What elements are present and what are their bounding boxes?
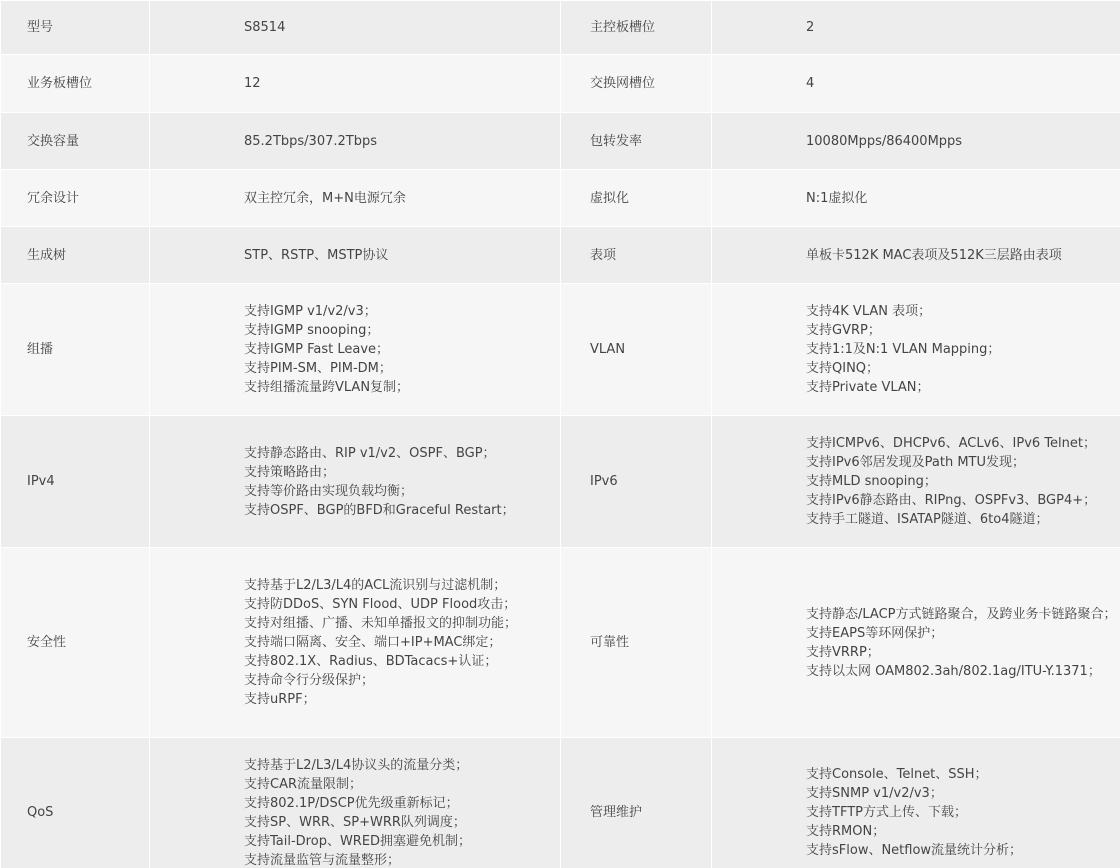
value-line: 支持802.1X、Radius、BDTacacs+认证； bbox=[244, 654, 498, 669]
value-line: 支持Tail-Drop、WRED拥塞避免机制； bbox=[244, 833, 472, 849]
value-line: 支持命令行分级保护； bbox=[244, 673, 375, 688]
value-line: 支持IGMP Fast Leave； bbox=[244, 342, 390, 357]
value-line: 支持ICMPv6、DHCPv6、ACLv6、IPv6 Telnet； bbox=[806, 436, 1096, 451]
value-line: 单板卡512K MAC表项及512K三层路由表项 bbox=[806, 247, 1062, 263]
spec-label: 主控板槽位 bbox=[561, 1, 712, 55]
value-line: 支持VRRP； bbox=[806, 644, 880, 660]
value-line: 支持802.1P/DSCP优先级重新标记； bbox=[244, 795, 459, 811]
value-line: 支持QINQ； bbox=[806, 361, 880, 376]
table-row bbox=[1, 738, 1120, 868]
table-row bbox=[1, 113, 1120, 170]
spec-label: 可靠性 bbox=[561, 548, 712, 738]
value-line: 支持基于L2/L3/L4协议头的流量分类； bbox=[244, 757, 469, 773]
spec-value bbox=[712, 113, 1120, 170]
value-line: 支持端口隔离、安全、端口+IP+MAC绑定； bbox=[244, 635, 502, 650]
table-row bbox=[1, 55, 1120, 113]
value-line: 支持OSPF、BGP的BFD和Graceful Restart； bbox=[244, 502, 515, 518]
spec-value bbox=[150, 284, 561, 416]
spec-value bbox=[150, 416, 561, 548]
spec-value bbox=[150, 548, 561, 738]
spec-label: 表项 bbox=[561, 227, 712, 284]
value-line: 支持策略路由； bbox=[244, 464, 336, 480]
value-line: 支持手工隧道、ISATAP隧道、6to4隧道； bbox=[806, 512, 1049, 527]
table-row bbox=[1, 548, 1120, 738]
value-line: 支持以太网 OAM802.3ah/802.1ag/ITU-Y.1371； bbox=[806, 663, 1101, 679]
table-row bbox=[1, 284, 1120, 416]
value-line: 支持SNMP v1/v2/v3； bbox=[806, 786, 943, 801]
spec-value bbox=[150, 227, 561, 284]
value-line: 4 bbox=[806, 76, 815, 91]
table-row bbox=[1, 170, 1120, 227]
value-line: 85.2Tbps/307.2Tbps bbox=[244, 133, 377, 149]
value-line: 支持CAR流量限制； bbox=[244, 776, 363, 792]
spec-value bbox=[712, 738, 1120, 868]
value-line: 支持uRPF； bbox=[244, 692, 316, 707]
spec-value bbox=[712, 416, 1120, 548]
spec-value bbox=[712, 170, 1120, 227]
value-line: 支持IPv6静态路由、RIPng、OSPFv3、BGP4+； bbox=[806, 493, 1097, 508]
value-line: 双主控冗余，M+N电源冗余 bbox=[244, 190, 406, 206]
value-line: 支持TFTP方式上传、下载； bbox=[806, 805, 967, 820]
value-line: 支持EAPS等环网保护； bbox=[806, 625, 944, 641]
spec-label: QoS bbox=[1, 738, 150, 868]
value-line: 支持IPv6邻居发现及Path MTU发现； bbox=[806, 455, 1026, 470]
value-line: 支持1:1及N:1 VLAN Mapping； bbox=[806, 342, 1001, 357]
table-row bbox=[1, 227, 1120, 284]
value-line: 支持静态/LACP方式链路聚合，及跨业务卡链路聚合； bbox=[806, 606, 1117, 622]
spec-label: 冗余设计 bbox=[1, 170, 150, 227]
spec-label: 交换网槽位 bbox=[561, 55, 712, 113]
value-line: 2 bbox=[806, 20, 815, 35]
spec-value bbox=[712, 548, 1120, 738]
value-line: S8514 bbox=[244, 20, 286, 35]
value-line: N:1虚拟化 bbox=[806, 190, 868, 206]
spec-label: IPv4 bbox=[1, 416, 150, 548]
spec-label: 虚拟化 bbox=[561, 170, 712, 227]
spec-label: 管理维护 bbox=[561, 738, 712, 868]
spec-value bbox=[150, 113, 561, 170]
spec-value bbox=[150, 170, 561, 227]
spec-value bbox=[712, 284, 1120, 416]
value-line: 支持Private VLAN； bbox=[806, 380, 930, 395]
spec-label: VLAN bbox=[561, 284, 712, 416]
value-line: 支持4K VLAN 表项； bbox=[806, 304, 932, 319]
spec-value bbox=[150, 55, 561, 113]
spec-label: 组播 bbox=[1, 284, 150, 416]
spec-value bbox=[712, 227, 1120, 284]
spec-label: 安全性 bbox=[1, 548, 150, 738]
value-line: 支持基于L2/L3/L4的ACL流识别与过滤机制； bbox=[244, 578, 507, 593]
spec-label: 型号 bbox=[1, 1, 150, 55]
value-line: 12 bbox=[244, 76, 261, 91]
value-line: 支持RMON； bbox=[806, 824, 886, 839]
spec-value bbox=[712, 55, 1120, 113]
value-line: 支持流量监管与流量整形； bbox=[244, 852, 401, 868]
value-line: 支持防DDoS、SYN Flood、UDP Flood攻击； bbox=[244, 597, 517, 612]
spec-value bbox=[712, 1, 1120, 55]
value-line: 支持GVRP； bbox=[806, 323, 881, 338]
value-line: 支持对组播、广播、未知单播报文的抑制功能； bbox=[244, 616, 518, 631]
value-line: 支持sFlow、Netflow流量统计分析； bbox=[806, 843, 1023, 858]
spec-label: 生成树 bbox=[1, 227, 150, 284]
value-line: 支持组播流量跨VLAN复制； bbox=[244, 380, 410, 395]
spec-value bbox=[150, 1, 561, 55]
value-line: 10080Mpps/86400Mpps bbox=[806, 133, 963, 149]
value-line: 支持IGMP v1/v2/v3； bbox=[244, 304, 377, 319]
value-line: 支持SP、WRR、SP+WRR队列调度； bbox=[244, 814, 466, 830]
table-row bbox=[1, 416, 1120, 548]
table-row bbox=[1, 1, 1120, 55]
spec-label: 包转发率 bbox=[561, 113, 712, 170]
value-line: 支持等价路由实现负载均衡； bbox=[244, 483, 414, 499]
spec-label: 交换容量 bbox=[1, 113, 150, 170]
value-line: 支持IGMP snooping； bbox=[244, 323, 380, 338]
spec-value bbox=[150, 738, 561, 868]
value-line: 支持静态路由、RIP v1/v2、OSPF、BGP； bbox=[244, 445, 496, 461]
value-line: STP、RSTP、MSTP协议 bbox=[244, 247, 389, 263]
spec-label: IPv6 bbox=[561, 416, 712, 548]
spec-label: 业务板槽位 bbox=[1, 55, 150, 113]
value-line: 支持Console、Telnet、SSH； bbox=[806, 767, 988, 782]
value-line: 支持MLD snooping； bbox=[806, 474, 937, 489]
value-line: 支持PIM-SM、PIM-DM； bbox=[244, 361, 392, 376]
